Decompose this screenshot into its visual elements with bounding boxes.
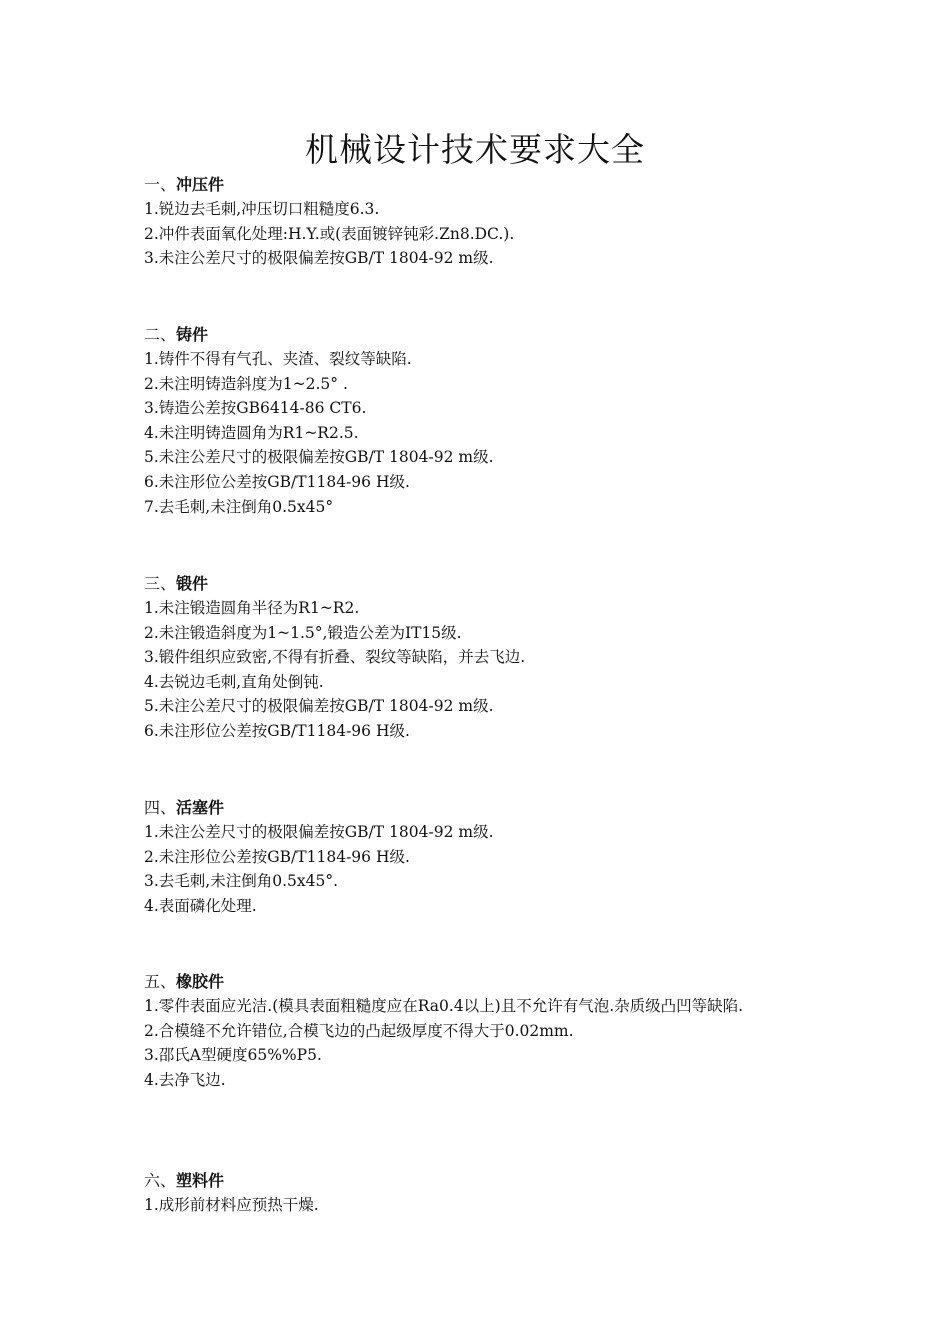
section-name: 活塞件 (176, 798, 225, 817)
requirement-item: 2.未注锻造斜度为1~1.5°,锻造公差为IT15级. (144, 623, 462, 642)
requirement-item: 1.未注锻造圆角半径为R1~R2. (144, 599, 360, 617)
requirement-item: 4.去净飞边. (144, 1070, 226, 1089)
requirement-item: 3.锻件组织应致密,不得有折叠、裂纹等缺陷，并去飞边. (144, 648, 526, 667)
requirement-item: 2.未注形位公差按GB/T1184-96 H级. (144, 847, 410, 866)
requirement-item: 3.未注公差尺寸的极限偏差按GB/T 1804-92 m级. (144, 249, 494, 268)
requirement-item: 3.邵氏A型硬度65%%P5. (144, 1046, 322, 1065)
requirement-item: 1.成形前材料应预热干燥. (144, 1196, 319, 1214)
section-heading (144, 970, 814, 994)
requirement-item: 1.锐边去毛刺,冲压切口粗糙度6.3. (144, 200, 380, 218)
requirement-item: 6.未注形位公差按GB/T1184-96 H级. (144, 721, 410, 740)
requirement-item: 3.铸造公差按GB6414-86 CT6. (144, 399, 367, 418)
section-heading (144, 173, 814, 197)
section-name: 塑料件 (176, 1171, 225, 1190)
section-piston-parts (144, 796, 814, 918)
requirement-item: 2.冲件表面氧化处理:H.Y.或(表面镀锌钝彩.Zn8.DC.). (144, 224, 515, 243)
requirement-item: 5.未注公差尺寸的极限偏差按GB/T 1804-92 m级. (144, 448, 494, 467)
section-stamping-parts (144, 173, 814, 271)
section-name: 橡胶件 (176, 972, 225, 991)
requirement-item: 4.去锐边毛刺,直角处倒钝. (144, 672, 324, 691)
requirement-item: 3.去毛刺,未注倒角0.5x45°. (144, 872, 339, 891)
section-forgings (144, 572, 814, 744)
document-title: 机械设计技术要求大全 (305, 130, 645, 169)
requirement-item: 7.去毛刺,未注倒角0.5x45° (144, 497, 334, 516)
section-rubber-parts (144, 970, 814, 1092)
requirement-list (144, 820, 814, 918)
section-heading (144, 1169, 814, 1193)
requirement-item: 1.铸件不得有气孔、夹渣、裂纹等缺陷. (144, 350, 412, 368)
section-numeral: 一、 (144, 175, 177, 194)
requirement-item: 1.未注公差尺寸的极限偏差按GB/T 1804-92 m级. (144, 823, 494, 841)
requirement-item: 6.未注形位公差按GB/T1184-96 H级. (144, 472, 410, 491)
requirement-list (144, 1193, 814, 1218)
requirement-item: 1.零件表面应光洁.(模具表面粗糙度应在Ra0.4以上)且不允许有气泡.杂质级凸凹等缺陷. (144, 997, 744, 1015)
section-heading (144, 796, 814, 820)
section-name: 铸件 (176, 325, 209, 344)
section-numeral: 五、 (144, 972, 177, 991)
section-heading (144, 572, 814, 596)
requirement-item: 2.未注明铸造斜度为1~2.5° . (144, 374, 348, 393)
requirement-list (144, 596, 814, 744)
requirement-list (144, 197, 814, 271)
section-plastic-parts (144, 1169, 814, 1218)
requirement-list (144, 347, 814, 519)
requirement-item: 4.表面磷化处理. (144, 896, 257, 915)
section-numeral: 二、 (144, 325, 177, 344)
requirement-item: 4.未注明铸造圆角为R1~R2.5. (144, 423, 359, 442)
section-heading (144, 323, 814, 347)
section-numeral: 六、 (144, 1171, 177, 1190)
section-numeral: 四、 (144, 798, 177, 817)
section-name: 锻件 (176, 574, 209, 593)
requirement-list (144, 994, 814, 1092)
section-castings (144, 323, 814, 519)
requirement-item: 2.合模缝不允许错位,合模飞边的凸起级厚度不得大于0.02mm. (144, 1021, 574, 1040)
section-name: 冲压件 (176, 175, 225, 194)
section-numeral: 三、 (144, 574, 177, 593)
requirement-item: 5.未注公差尺寸的极限偏差按GB/T 1804-92 m级. (144, 697, 494, 716)
